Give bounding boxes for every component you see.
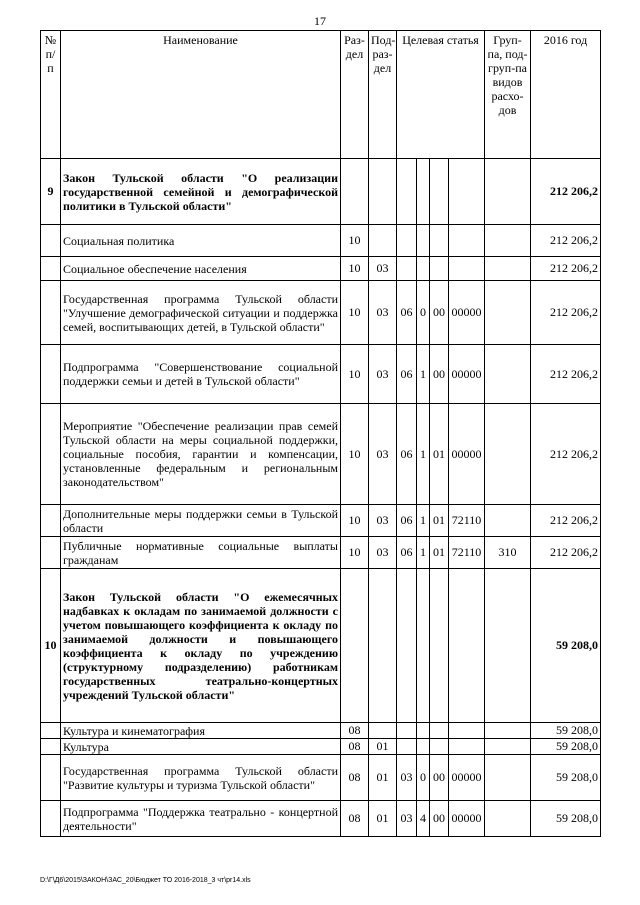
header-subsection: Под-раз-дел [369,31,397,159]
row-target-direction: 00000 [449,281,485,345]
row-target-direction: 00000 [449,345,485,404]
row-name: Государственная программа Тульской области "Улучшение демографической ситуации и поддержка семей, воспитывающих детей, в Тульской области" [61,281,341,345]
row-expense-group [485,801,531,837]
row-section: 10 [341,257,369,281]
table-row [41,281,601,345]
row-number [41,537,61,569]
row-target-program [397,739,417,755]
row-target-activity [430,159,449,225]
row-subsection: 03 [369,505,397,537]
row-section: 08 [341,739,369,755]
row-amount: 59 208,0 [531,755,601,801]
row-number: 10 [41,569,61,723]
header-year: 2016 год [531,31,601,159]
row-amount: 212 206,2 [531,505,601,537]
row-name: Мероприятие "Обеспечение реализации прав семей Тульской области на меры социальной поддержки, социальные пособия, гарантии и компенсации, установленные федеральным и региональным законодательством" [61,404,341,505]
row-subsection: 03 [369,257,397,281]
row-number [41,739,61,755]
table-row [41,225,601,257]
table-row [41,345,601,404]
row-name: Подпрограмма "Поддержка театрально - концертной деятельности" [61,801,341,837]
page-number: 17 [314,14,326,28]
row-target-direction: 00000 [449,801,485,837]
row-name: Закон Тульской области "О ежемесячных надбавках к окладам по занимаемой должности с учетом повышающего коэффициента к окладу по занимаемой должности и повышающего коэффициента к окладу по учреждению (структурному подразделению) работникам государственных театрально-концертных учреждений Тульской области" [61,569,341,723]
row-target-subprogram: 4 [417,801,430,837]
row-section: 08 [341,755,369,801]
row-number [41,225,61,257]
row-target-activity [430,225,449,257]
row-section: 08 [341,723,369,739]
row-expense-group [485,225,531,257]
row-expense-group [485,257,531,281]
header-target: Целевая статья [397,31,485,159]
row-amount: 212 206,2 [531,404,601,505]
row-subsection [369,569,397,723]
row-name: Государственная программа Тульской области "Развитие культуры и туризма Тульской области" [61,755,341,801]
row-target-subprogram [417,723,430,739]
row-target-program [397,569,417,723]
row-expense-group: 310 [485,537,531,569]
row-number [41,801,61,837]
row-expense-group [485,505,531,537]
row-target-program [397,723,417,739]
row-subsection [369,225,397,257]
row-target-subprogram [417,739,430,755]
row-target-program: 03 [397,755,417,801]
budget-table [40,30,601,837]
row-target-direction: 72110 [449,505,485,537]
row-section: 08 [341,801,369,837]
row-target-subprogram [417,569,430,723]
row-target-subprogram: 0 [417,281,430,345]
row-target-activity: 01 [430,505,449,537]
row-subsection: 03 [369,281,397,345]
table-row [41,257,601,281]
row-name: Подпрограмма "Совершенствование социальной поддержки семьи и детей в Тульской области" [61,345,341,404]
table-row [41,755,601,801]
row-subsection: 03 [369,537,397,569]
row-name: Публичные нормативные социальные выплаты гражданам [61,537,341,569]
header-section: Раз-дел [341,31,369,159]
row-name: Культура [61,739,341,755]
row-section [341,159,369,225]
row-section [341,569,369,723]
row-target-activity [430,723,449,739]
row-target-activity: 00 [430,755,449,801]
row-number [41,404,61,505]
row-target-direction [449,723,485,739]
row-number: 9 [41,159,61,225]
row-section: 10 [341,505,369,537]
row-section: 10 [341,404,369,505]
table-row [41,159,601,225]
header-group: Груп-па, под-груп-па видов расхо-дов [485,31,531,159]
row-target-activity [430,257,449,281]
row-target-activity: 00 [430,801,449,837]
table-row [41,537,601,569]
row-target-subprogram [417,257,430,281]
row-target-activity [430,569,449,723]
row-amount: 212 206,2 [531,159,601,225]
row-amount: 212 206,2 [531,225,601,257]
row-amount: 212 206,2 [531,537,601,569]
row-target-direction: 72110 [449,537,485,569]
row-target-activity: 01 [430,537,449,569]
row-name: Закон Тульской области "О реализации государственной семейной и демографической политики в Тульской области" [61,159,341,225]
row-name: Социальное обеспечение населения [61,257,341,281]
file-path-footer: D:\Г\Д6\2015\ЗАКОН\ЗАС_20\Бюджет ТО 2016-2018_3 чт\pr14.xls [40,877,251,884]
row-target-subprogram: 1 [417,537,430,569]
row-expense-group [485,345,531,404]
row-subsection: 03 [369,345,397,404]
row-target-direction [449,257,485,281]
row-subsection [369,723,397,739]
row-target-subprogram [417,159,430,225]
row-target-program [397,159,417,225]
row-target-program [397,225,417,257]
row-number [41,723,61,739]
row-number [41,345,61,404]
row-expense-group [485,404,531,505]
row-subsection: 01 [369,755,397,801]
row-target-direction [449,569,485,723]
row-number [41,505,61,537]
table-row [41,569,601,723]
table-row [41,723,601,739]
row-amount: 59 208,0 [531,801,601,837]
row-subsection: 01 [369,739,397,755]
row-target-program: 06 [397,345,417,404]
row-target-direction: 00000 [449,755,485,801]
row-target-subprogram: 1 [417,505,430,537]
row-section: 10 [341,537,369,569]
header-name: Наименование [61,31,341,159]
row-subsection [369,159,397,225]
row-target-program: 06 [397,404,417,505]
row-subsection: 03 [369,404,397,505]
row-amount: 212 206,2 [531,345,601,404]
row-section: 10 [341,225,369,257]
row-target-program: 06 [397,281,417,345]
row-name: Дополнительные меры поддержки семьи в Тульской области [61,505,341,537]
row-expense-group [485,723,531,739]
row-section: 10 [341,345,369,404]
row-subsection: 01 [369,801,397,837]
row-amount: 212 206,2 [531,281,601,345]
row-target-activity: 00 [430,345,449,404]
table-row [41,801,601,837]
row-amount: 59 208,0 [531,739,601,755]
row-target-program: 03 [397,801,417,837]
row-expense-group [485,159,531,225]
row-amount: 59 208,0 [531,569,601,723]
row-section: 10 [341,281,369,345]
row-target-direction: 00000 [449,404,485,505]
row-target-subprogram: 1 [417,345,430,404]
row-expense-group [485,755,531,801]
row-expense-group [485,569,531,723]
row-name: Культура и кинематография [61,723,341,739]
row-amount: 59 208,0 [531,723,601,739]
row-name: Социальная политика [61,225,341,257]
table-row [41,404,601,505]
row-target-direction [449,739,485,755]
row-target-subprogram: 0 [417,755,430,801]
row-expense-group [485,281,531,345]
row-target-program: 06 [397,537,417,569]
row-target-direction [449,225,485,257]
row-target-direction [449,159,485,225]
row-amount: 212 206,2 [531,257,601,281]
row-number [41,755,61,801]
row-target-activity [430,739,449,755]
row-target-subprogram [417,225,430,257]
row-target-program: 06 [397,505,417,537]
header-num: № п/п [41,31,61,159]
row-number [41,257,61,281]
table-row [41,739,601,755]
header-row [41,31,601,159]
table-row [41,505,601,537]
row-number [41,281,61,345]
row-target-subprogram: 1 [417,404,430,505]
row-target-activity: 00 [430,281,449,345]
row-target-program [397,257,417,281]
row-expense-group [485,739,531,755]
row-target-activity: 01 [430,404,449,505]
